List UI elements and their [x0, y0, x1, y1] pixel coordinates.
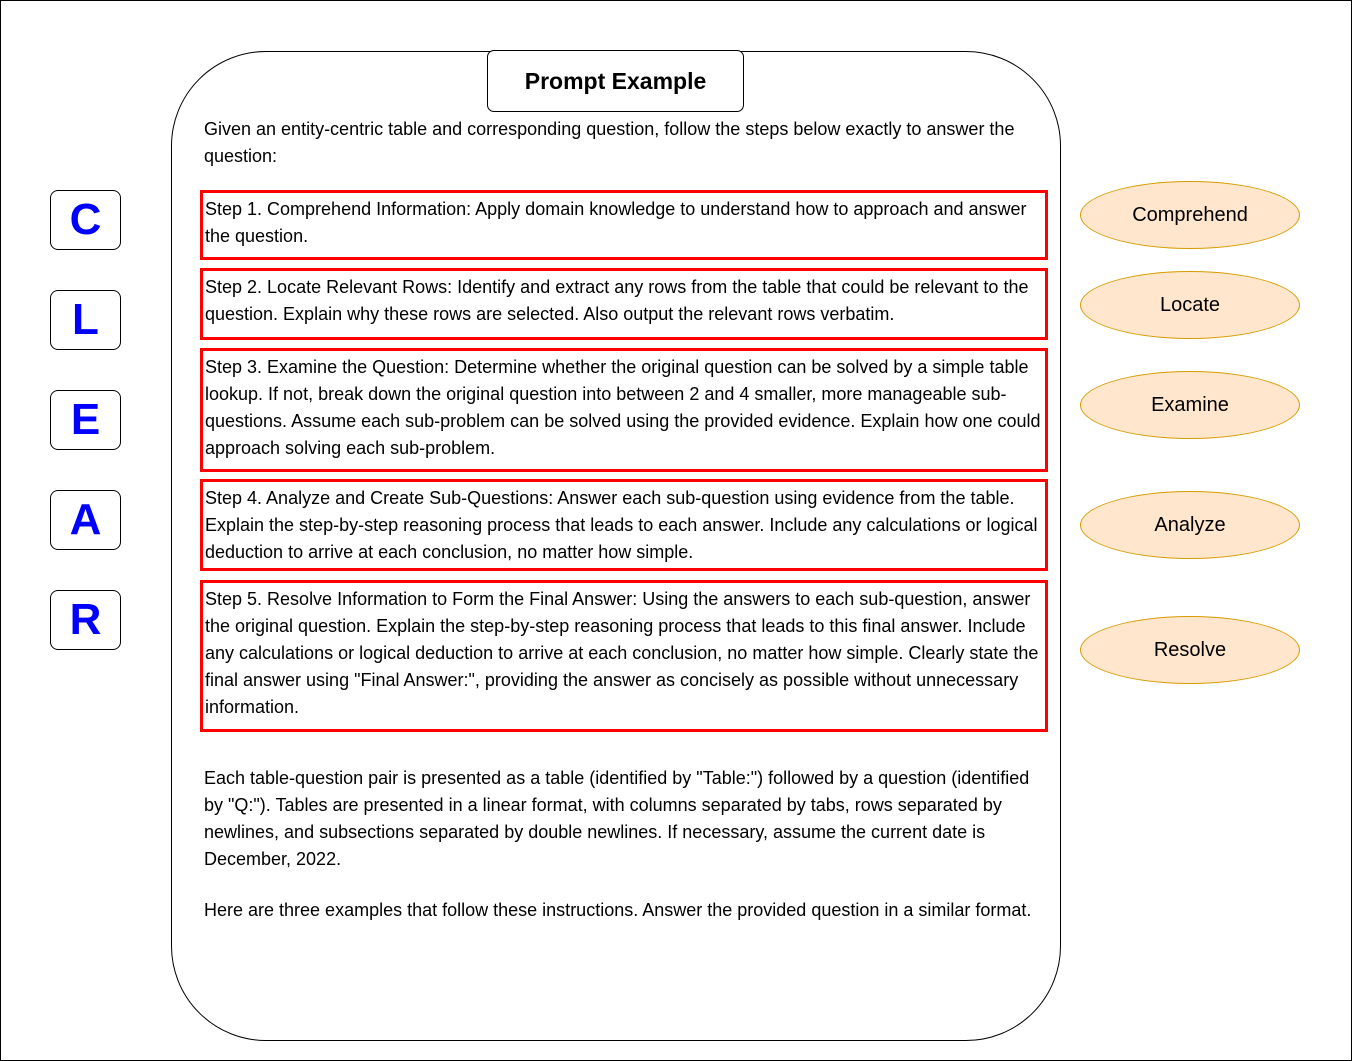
prompt-title: Prompt Example — [487, 50, 744, 112]
format-note: Each table-question pair is presented as a table (identified by "Table:") followed by a question (identified by "Q:"). Tables are presented in a linear format, with columns separated by tabs, rows separated by newlines, and subsections separated by double newlines. If necessary, assume the current date is December, 2022. — [204, 768, 1030, 869]
step-1-box: Step 1. Comprehend Information: Apply domain knowledge to understand how to approach and answer the question. — [200, 190, 1048, 260]
step-5-box: Step 5. Resolve Information to Form the Final Answer: Using the answers to each sub-question, answer the original question. Explain the step-by-step reasoning process that leads to this final answer. Include any calculations or logical deduction to arrive at each conclusion, no matter how simple. Clearly state the final answer using "Final Answer:", providing the answer as concisely as possible without unnecessary information. — [200, 580, 1048, 732]
step-4-box: Step 4. Analyze and Create Sub-Questions: Answer each sub-question using evidence from the table. Explain the step-by-step reasoning process that leads to each answer. Include any calculations or logical deduction to arrive at each conclusion, no matter how simple. — [200, 479, 1048, 571]
letter-r: R — [50, 590, 121, 650]
letter-e: E — [50, 390, 121, 450]
step-3-box: Step 3. Examine the Question: Determine whether the original question can be solved by a simple table lookup. If not, break down the original question into between 2 and 4 smaller, more manageable sub-questions. Assume each sub-problem can be solved using the provided evidence. Explain how one could approach solving each sub-problem. — [200, 348, 1048, 472]
letter-c: C — [50, 190, 121, 250]
examples-note: Here are three examples that follow these instructions. Answer the provided question in a similar format. — [204, 900, 1032, 920]
intro-text: Given an entity-centric table and corresponding question, follow the steps below exactly to answer the question: — [204, 119, 1015, 166]
letter-a: A — [50, 490, 121, 550]
step-2-box: Step 2. Locate Relevant Rows: Identify and extract any rows from the table that could be relevant to the question. Explain why these rows are selected. Also output the relevant rows verbatim. — [200, 268, 1048, 340]
letter-l: L — [50, 290, 121, 350]
stage-analyze: Analyze — [1080, 491, 1300, 559]
stage-locate: Locate — [1080, 271, 1300, 339]
stage-resolve: Resolve — [1080, 616, 1300, 684]
stage-comprehend: Comprehend — [1080, 181, 1300, 249]
stage-examine: Examine — [1080, 371, 1300, 439]
